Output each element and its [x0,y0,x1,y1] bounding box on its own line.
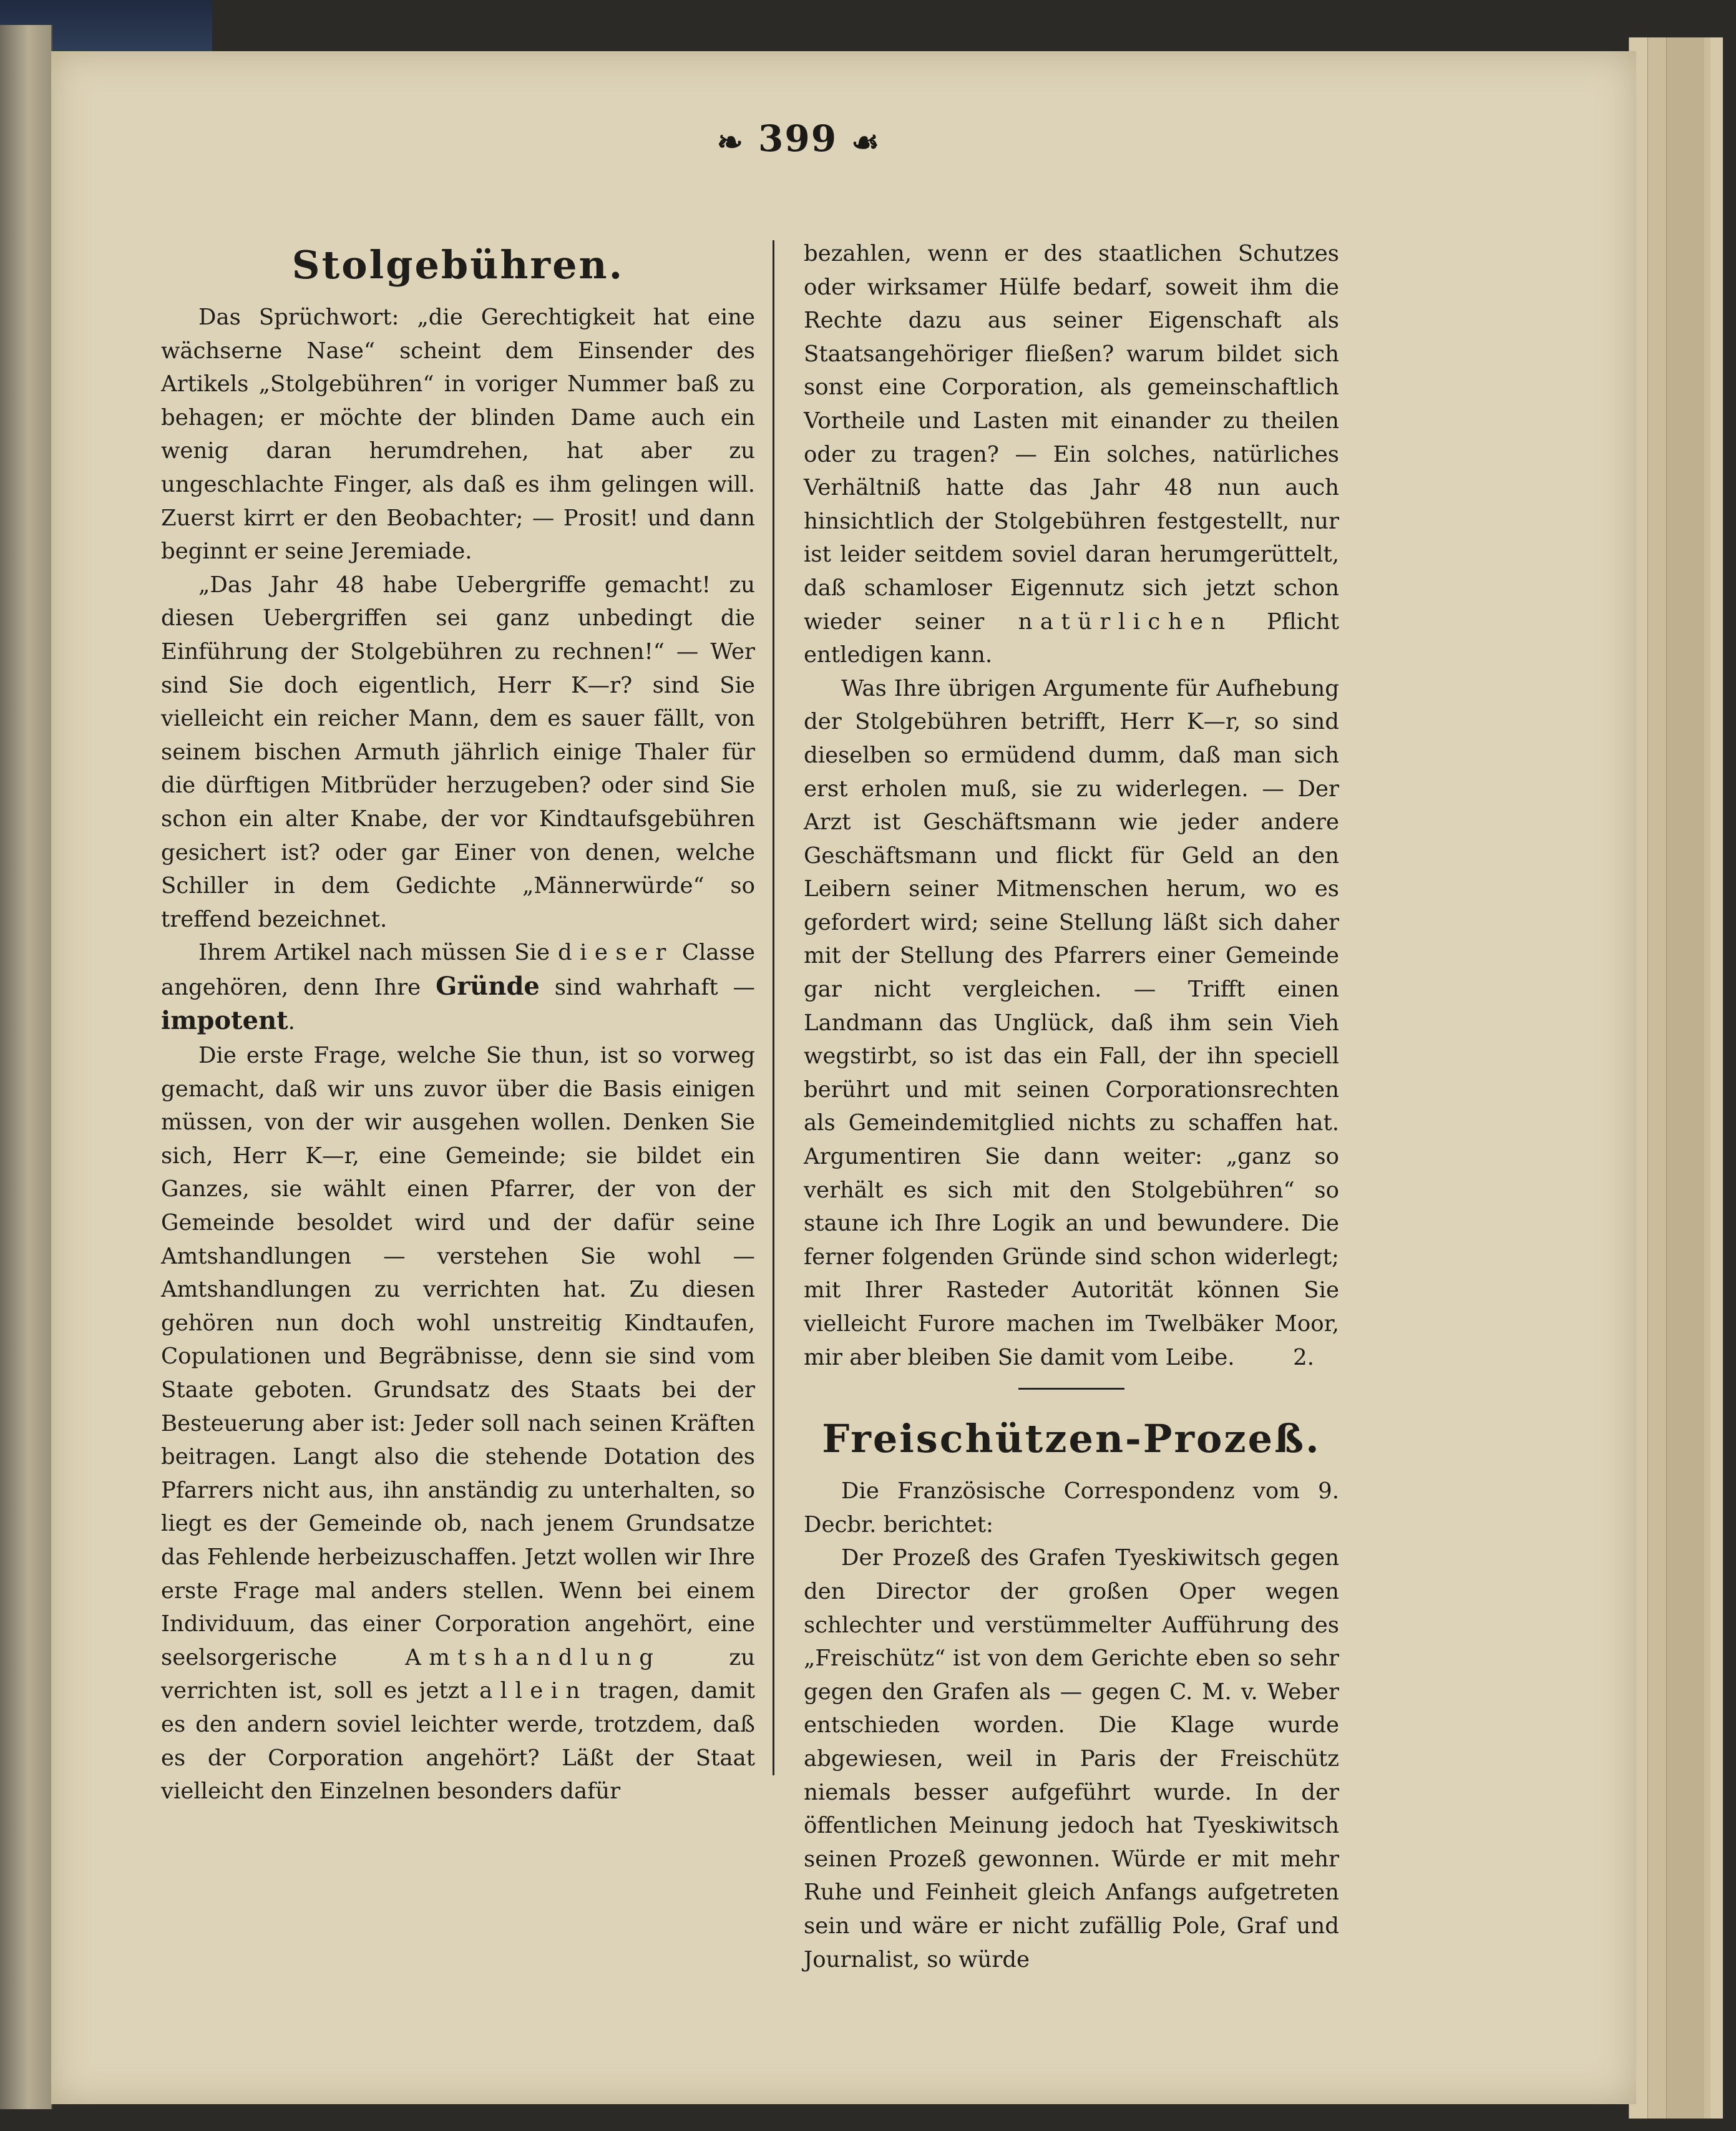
paragraph [804,237,1339,672]
previous-page-edge [0,25,52,2109]
right-column [804,237,1339,1976]
paragraph [804,672,1339,1374]
emphasized-text: natürlichen [1018,608,1233,635]
left-column [161,237,755,1808]
text-run: bezahlen, wenn er des staatlichen Schutzes oder wirksamer Hülfe bedarf, soweit ihm die Rechte dazu aus seiner Eigenschaft als Staatsangehöriger fließen? warum bildet sich sonst eine Corporation, als gemeinschaftlich Vortheile und Lasten mit einander zu theilen oder zu tragen? — Ein solches, natürliches Verhältniß hatte das Jahr 48 nun auch hinsichtlich der Stolgebühren festgestellt, nur ist leider seitdem soviel daran herumgerüttelt, daß schamloser Eigennutz sich jetzt schon wieder seiner [804,241,1339,635]
text-run: Classe angehören, denn Ihre [161,940,755,1000]
article-title: Stolgebühren. [291,242,625,288]
bold-text: impotent [161,1006,288,1036]
text-run: Was Ihre übrigen Argumente für Aufhebung der Stolgebühren betrifft, Herr K—r, so sind dieselben so ermüdend dumm, daß man sich erst erholen muß, sie zu widerlegen. — Der Arzt ist Geschäftsmann wie jeder andere Geschäftsmann und flickt für Geld an den Leibern seiner Mitmenschen herum, wo es gefordert wird; seine Stellung läßt sich daher mit der Stellung des Pfarrers einer Gemeinde gar nicht vergleichen. — Trifft einen Landmann das Unglück, daß ihm sein Vieh wegstirbt, so ist das ein Fall, der ihn speciell berührt und mit seinen Corporationsrechten als Gemeindemitglied nichts zu schaffen hat. Argumentiren Sie dann weiter: „ganz so verhält es sich mit den Stolgebühren“ so staune ich Ihre Logik an und bewundere. Die ferner folgenden Gründe sind schon widerlegt; mit Ihrer Rasteder Autorität können Sie vielleicht Furore machen im Twelbäker Moor, mir aber bleiben Sie damit vom Leibe. [804,675,1339,1370]
text-run: Die erste Frage, welche Sie thun, ist so vorweg gemacht, daß wir uns zuvor über die Basis einigen müssen, von der wir ausgehen wollen. Denken Sie sich, Herr K—r, eine Gemeinde; sie bildet ein Ganzes, sie wählt einen Pfarrer, der von der Gemeinde besoldet wird und der dafür seine Amtshandlungen — verstehen Sie wohl — Amtshandlungen zu verrichten hat. Zu diesen gehören nun doch wohl unstreitig Kindtaufen, Copulationen und Begräbnisse, denn sie sind vom Staate geboten. Grundsatz des Staats bei der Besteuerung aber ist: Jeder soll nach seinen Kräften beitragen. Langt also die stehende Dotation des Pfarrers nicht aus, ihn anständig zu unterhalten, so liegt es der Gemeinde ob, nach jenem Grundsatze das Fehlende herbeizuschaffen. Jetzt wollen wir Ihre erste Frage mal anders stellen. Wenn bei einem Individuum, das einer Corporation angehört, eine seelsorgerische [161,1043,755,1670]
emphasized-text: dieser [557,940,674,966]
text-run: zu verrichten ist, soll es jetzt [161,1644,755,1704]
article-title: Freischützen-Prozeß. [822,1416,1321,1462]
paragraph [161,1039,755,1808]
text-run: Ihrem Artikel nach müssen Sie [198,940,550,966]
paragraph: „Das Jahr 48 habe Uebergriffe gemacht! zu diesen Uebergriffen sei ganz unbedingt die Einführung der Stolgebühren zu rechnen!“ — Wer sind Sie doch eigentlich, Herr K—r? sind Sie vielleicht ein reicher Mann, dem es sauer fällt, von seinem bischen Armuth jährlich einige Thaler für die dürftigen Mitbrüder herzugeben? oder sind Sie schon ein alter Knabe, der vor Kindtaufsgebühren gesichert ist? oder gar Einer von denen, welche Schiller in dem Gedichte „Männerwürde“ so treffend bezeichnet. [161,572,755,932]
left-ornament-icon: ❧ [716,123,744,160]
page-number-header [649,117,948,161]
text-run: tragen, damit es den andern soviel leichter werde, trotzdem, daß es der Corporation angehört? Läßt der Staat vielleicht den Einzelnen besonders dafür [161,1678,755,1805]
section-separator [1018,1388,1124,1390]
text-run: Pflicht entledigen kann. [804,608,1339,668]
paragraph [161,936,755,1039]
text-run: sind wahrhaft — [554,974,755,1000]
text-run: . [288,1009,295,1035]
right-ornament-icon: ☙ [851,123,881,160]
page-stack-edge [1666,37,1704,2119]
emphasized-text: Amtshandlung [405,1644,661,1670]
paragraph: Der Prozeß des Grafen Tyeskiwitsch gegen den Director der großen Oper wegen schlechter und verstümmelter Aufführung des „Freischütz“ ist von dem Gerichte eben so sehr gegen den Grafen als — gegen C. M. v. Weber entschieden worden. Die Klage wurde abgewiesen, weil in Paris der Freischütz niemals besser aufgeführt wurde. In der öffentlichen Meinung jedoch hat Tyeskiwitsch seinen Prozeß gewonnen. Würde er mit mehr Ruhe und Feinheit gleich Anfangs aufgetreten sein und wäre er nicht zufällig Pole, Graf und Journalist, so würde [804,1545,1339,1973]
bold-text: Gründe [436,971,540,1001]
page-number: 399 [758,117,838,160]
emphasized-text: allein [479,1678,588,1704]
paragraph: Das Sprüchwort: „die Gerechtigkeit hat eine wächserne Nase“ scheint dem Einsender des Artikels „Stolgebühren“ in voriger Nummer baß zu behagen; er möchte der blinden Dame auch ein wenig daran herumdrehen, hat aber zu ungeschlachte Finger, als daß es ihm gelingen will. Zuerst kirrt er den Beobachter; — Prosit! und dann beginnt er seine Jeremiade. [161,305,755,565]
paragraph: Die Französische Correspondenz vom 9. Decbr. berichtet: [804,1478,1339,1538]
author-signature: 2. [1293,1344,1314,1370]
column-divider [773,240,774,1775]
